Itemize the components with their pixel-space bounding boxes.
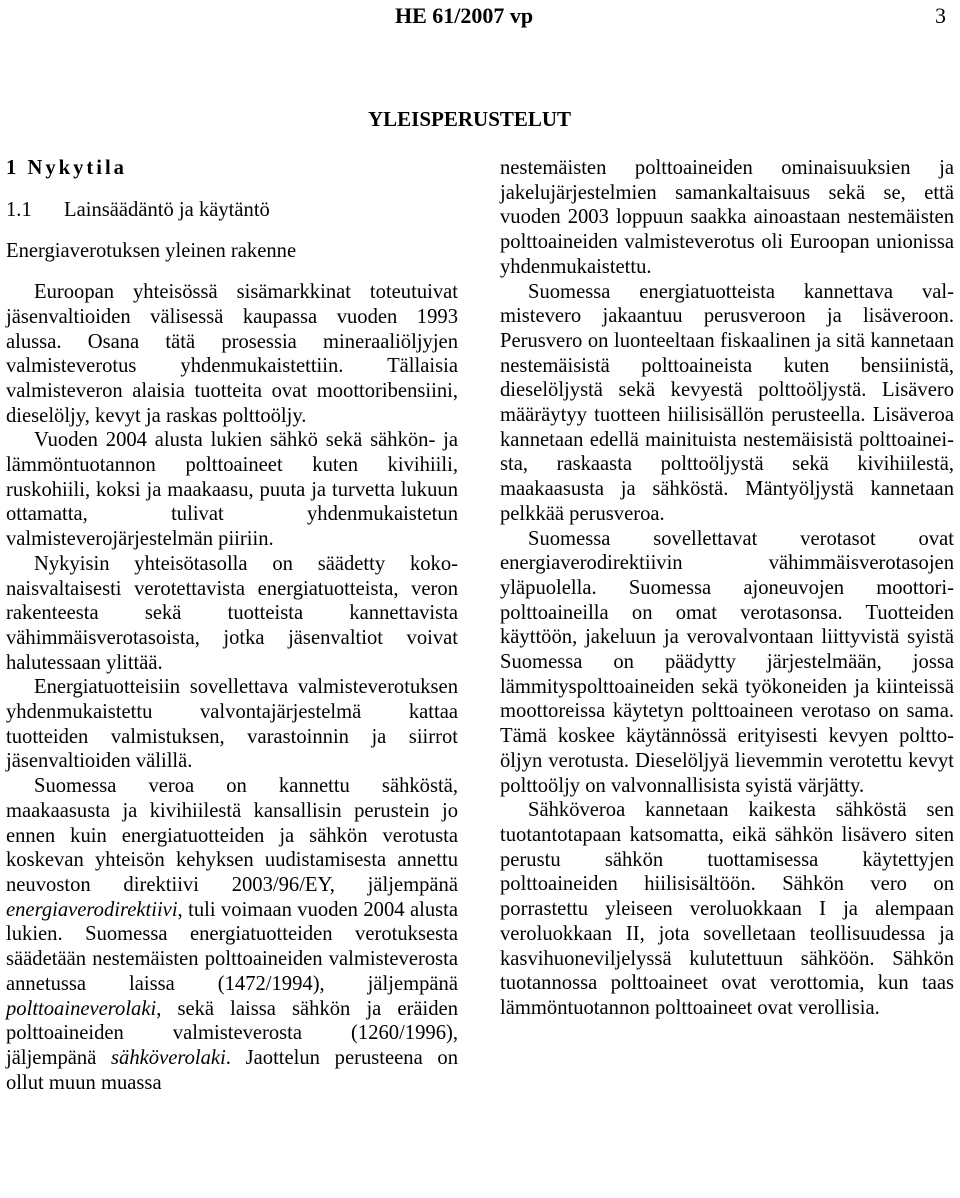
defined-term: energiaverodirektiivi [6, 898, 178, 921]
section-title: YLEISPERUSTELUT [368, 107, 572, 131]
paragraph: nestemäisten polttoaineiden ominaisuuksien ja jakelujärjestelmien samankaltaisuus sekä se, että vuoden 2003 loppuun saakka ainoastaan nestemäisten polttoaineiden valmisteverotus oli Euroopan unionissa yhdenmukaistettu. [500, 157, 954, 278]
subsection-heading [6, 198, 458, 223]
paragraph: Sähköveroa kannetaan kaikesta sähköstä sen tuotantotapaan katsomatta, eikä sähkön lisävero siten perustu sähkön tuottamisessa käytettyjen polttoaineiden hiilisisältöön. Sähkön vero on porrastettu yleiseen veroluokkaan I ja alempaan veroluokkaan II, jota sovelletaan teollisuudessa ja kasvihuoneviljelyssä kulutettuun sähköön. Sähkön tuotannossa polttoaineet ovat verottomia, kun taas lämmöntuotannon polttoaineet ovat verollisia. [500, 799, 954, 1019]
right-column [500, 156, 954, 1021]
chapter-heading: 1 Nykytila [6, 157, 127, 179]
text-run: , tuli voimaan vuoden 2004 alusta lukien. Suomessa energiatuotteiden verotuksesta säädetään nestemäisten polttoaineiden valmisteverosta annetussa laissa (1472/1994), jäljempänä [6, 898, 458, 995]
paragraph [6, 774, 458, 1095]
paragraph: Suomessa energiatuotteista kannettava valmistevero jakaantuu perusveroon ja lisäveroon. Perusvero on luonteeltaan fiskaalinen ja sitä kannetaan nestemäisistä polttoaineista kuten bensiinistä, dieselöljystä sekä kevyestä polttoöljystä. Lisävero määräytyy tuotteen hiilisisällön perusteella. Lisäveroa kannetaan edellä mainituista nestemäisistä polttoaineista, raskaasta polttoöljystä sekä kivihiilestä, maakaasusta ja sähköstä. Mäntyöljystä kannetaan pelkkää perusveroa. [500, 280, 954, 525]
paragraph: Euroopan yhteisössä sisämarkkinat toteutuivat jäsenvaltioiden välisessä kaupassa vuoden 1993 alussa. Osana tätä prosessia mineraaliöljyjen valmisteverotus yhdenmukaistettiin. Tällaisia valmisteveron alaisia tuotteita ovat moottoribensiini, dieselöljy, kevyt ja raskas polttoöljy. [6, 281, 458, 427]
document-id: HE 61/2007 vp [395, 3, 534, 28]
paragraph: Nykyisin yhteisötasolla on säädetty kokonaisvaltaisesti verotettavista energiatuotteista, veron rakenteesta sekä tuotteista kannettavista vähimmäisverotasoista, jotka jäsenvaltiot voivat halutessaan ylittää. [6, 552, 458, 674]
paragraph: Energiatuotteisiin sovellettava valmisteverotuksen yhdenmukaistettu valvontajärjestelmä kattaa tuotteiden valmistuksen, varastoinnin ja siirrot jäsenvaltioiden välillä. [6, 676, 458, 773]
text-run: . Jaottelun perusteena on ollut muun muassa [6, 1046, 458, 1094]
text-run: , sekä laissa sähkön ja eräiden polttoaineiden valmisteverosta (1260/1996), jäljempänä [6, 997, 458, 1069]
paragraph: Suomessa sovellettavat verotasot ovat energiaverodirektiivin vähimmäisverotasojen yläpuolella. Suomessa ajoneuvojen moottoripolttoaineilla on omat verotasonsa. Tuotteiden käyttöön, jakeluun ja verovalvontaan liittyvistä syistä Suomessa on päädytty järjestelmään, jossa lämmityspolttoaineiden sekä työkoneiden ja kiinteissä moottoreissa käytetyn polttoaineen verotaso on sama. Tämä koskee käytännössä erityisesti kevyen polttoöljyn verotusta. Dieselöljyä lievemmin verotettu kevyt polttoöljy on valvonnallisista syistä värjätty. [500, 527, 954, 797]
subsection-title: Lainsäädäntö ja käytäntö [64, 198, 270, 221]
defined-term: sähköverolaki [111, 1046, 226, 1069]
subsection-number: 1.1 [6, 198, 32, 221]
page-number: 3 [935, 3, 946, 28]
paragraph: Vuoden 2004 alusta lukien sähkö sekä sähkön- ja lämmöntuotannon polttoaineet kuten kivihiili, ruskohiili, koksi ja maakaasu, puuta ja turvetta lukuun ottamatta, tulivat yhdenmukaistetun valmisteverojärjestelmän piiriin. [6, 429, 458, 551]
defined-term: polttoaineverolaki [6, 997, 157, 1020]
text-run: Suomessa veroa on kannettu sähköstä, maakaasusta ja kivihiilestä kansallisin perustein jo ennen kuin energiatuotteiden ja sähkön verotusta koskevan yhteisön kehyksen uudistamisesta annettu neuvoston direktiivi 2003/96/EY, jäljempänä [6, 775, 458, 896]
left-column [6, 156, 458, 1095]
topic-heading: Energiaverotuksen yleinen rakenne [6, 240, 297, 263]
